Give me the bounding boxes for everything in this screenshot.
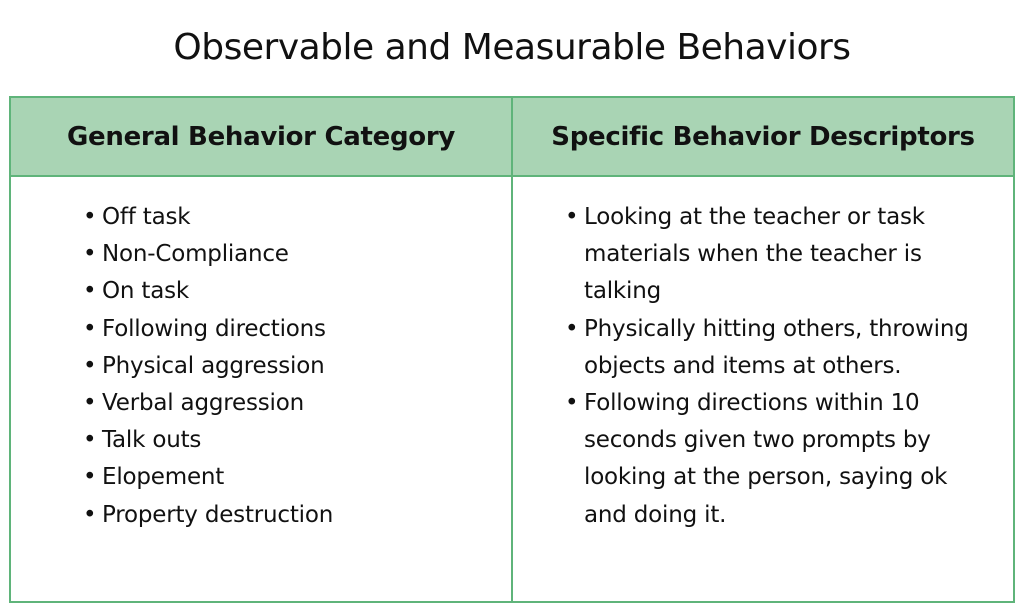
list-item: • Verbal aggression (102, 385, 511, 422)
bullet-icon: • (83, 352, 97, 379)
bullet-icon: • (83, 278, 97, 305)
list-item: • Following directions (102, 311, 511, 348)
list-item: • Physically hitting others, throwing objects and items at others. (584, 311, 984, 385)
general-behavior-list (83, 199, 511, 534)
list-item: • Elopement (102, 459, 511, 496)
bullet-icon: • (83, 501, 97, 528)
behavior-table (9, 96, 1015, 603)
list-item: • Non-Compliance (102, 236, 511, 273)
bullet-icon: • (83, 204, 97, 230)
bullet-icon: • (565, 204, 579, 230)
specific-behavior-list (565, 199, 984, 534)
list-item: • Following directions within 10 seconds given two prompts by looking at the person, saying ok and doing it. (584, 385, 984, 534)
specific-behavior-cell (513, 177, 1013, 601)
list-item: • Looking at the teacher or task materials when the teacher is talking (584, 199, 984, 311)
header-specific-behavior-descriptors: Specific Behavior Descriptors (513, 98, 1013, 177)
bullet-icon: • (565, 390, 579, 417)
bullet-icon: • (565, 315, 579, 342)
list-item: • Physical aggression (102, 348, 511, 385)
list-item: • Off task (102, 199, 511, 236)
general-behavior-cell (11, 177, 513, 601)
page-title: Observable and Measurable Behaviors (173, 27, 851, 68)
bullet-icon: • (83, 427, 97, 454)
header-general-behavior-category: General Behavior Category (11, 98, 513, 177)
list-item: • Talk outs (102, 422, 511, 459)
bullet-icon: • (83, 464, 97, 491)
list-item: • Property destruction (102, 497, 511, 534)
bullet-icon: • (83, 315, 97, 342)
bullet-icon: • (83, 241, 97, 268)
bullet-icon: • (83, 390, 97, 417)
list-item: • On task (102, 273, 511, 310)
